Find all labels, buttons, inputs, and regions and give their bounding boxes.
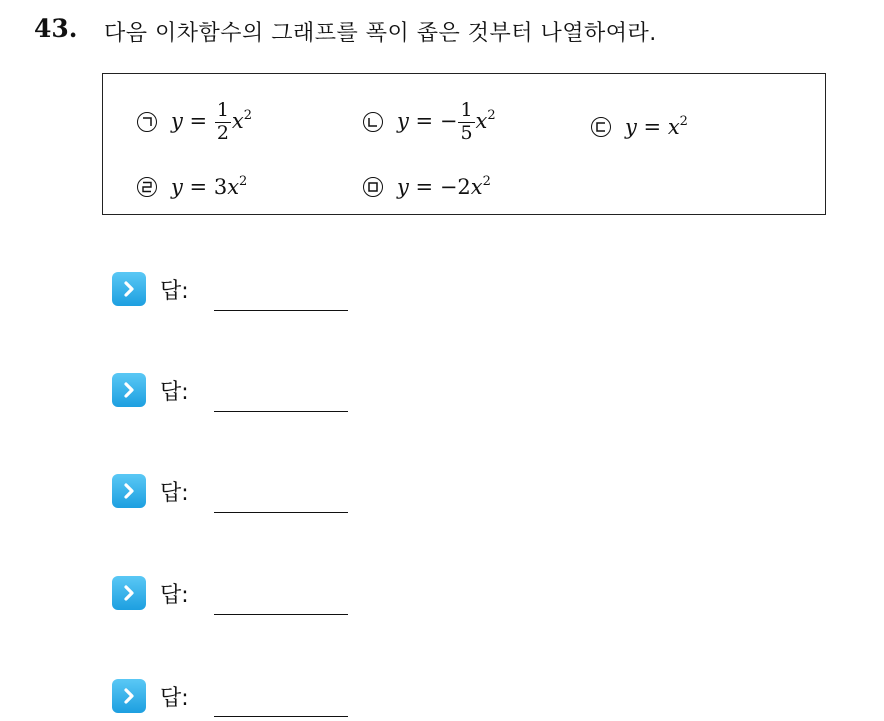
question-number: 43. (34, 14, 78, 43)
choice-5 (363, 174, 491, 199)
answer-label: 답: (160, 278, 189, 304)
choice-3-lhs: y (625, 115, 637, 139)
choice-2 (363, 100, 496, 145)
answer-row-3 (112, 474, 189, 508)
choice-5-exponent: 2 (482, 174, 491, 189)
chevron-right-icon (112, 474, 146, 508)
choice-2-var: x (475, 108, 488, 133)
choice-4 (137, 174, 247, 199)
chevron-right-icon (112, 272, 146, 306)
marker-nieun-icon (363, 112, 383, 132)
choice-5-equals: = (408, 175, 440, 199)
choice-4-lhs: y (171, 175, 183, 199)
answer-blank-4[interactable] (214, 614, 348, 615)
choice-2-sign: − (439, 108, 458, 133)
answer-blank-3[interactable] (214, 512, 348, 513)
question-text: 다음 이차함수의 그래프를 폭이 좁은 것부터 나열하여라. (104, 21, 657, 46)
choice-1-equals: = (182, 108, 214, 133)
choice-5-coefficient: −2 (439, 175, 471, 199)
choice-3 (591, 114, 688, 139)
marker-rieul-icon (137, 177, 157, 197)
choice-box (102, 73, 826, 215)
choice-3-exponent: 2 (679, 114, 688, 129)
answer-label: 답: (160, 685, 189, 711)
choice-2-equals: = (408, 108, 440, 133)
marker-mieum-icon (363, 177, 383, 197)
answer-row-2 (112, 373, 189, 407)
chevron-right-icon (112, 373, 146, 407)
choice-2-exponent: 2 (487, 107, 496, 123)
chevron-right-icon (112, 576, 146, 610)
choice-5-var: x (470, 175, 483, 199)
choice-1-denominator: 2 (216, 121, 229, 144)
marker-digeut-icon (591, 117, 611, 137)
answer-blank-2[interactable] (214, 411, 348, 412)
answer-blank-5[interactable] (214, 716, 348, 717)
choice-2-lhs: y (397, 108, 409, 133)
choice-3-var: x (667, 115, 680, 139)
answer-row-4 (112, 576, 189, 610)
choice-2-numerator: 1 (460, 99, 473, 121)
choice-1 (137, 100, 252, 145)
choice-4-exponent: 2 (239, 174, 248, 189)
chevron-right-icon (112, 679, 146, 713)
answer-row-5 (112, 679, 189, 713)
choice-4-equals: = (182, 175, 214, 199)
answer-label: 답: (160, 582, 189, 608)
choice-1-fraction (215, 100, 231, 145)
answer-blank-1[interactable] (214, 310, 348, 311)
choice-1-lhs: y (171, 108, 183, 133)
choice-1-exponent: 2 (243, 107, 253, 123)
choice-2-fraction (458, 100, 474, 145)
answer-row-1 (112, 272, 189, 306)
choice-2-denominator: 5 (460, 121, 473, 144)
choice-4-var: x (227, 175, 240, 199)
answer-label: 답: (160, 480, 189, 506)
choice-1-numerator: 1 (216, 99, 229, 121)
answer-label: 답: (160, 379, 189, 405)
choice-4-coefficient: 3 (213, 175, 228, 199)
choice-1-var: x (231, 108, 244, 133)
choice-5-lhs: y (397, 175, 409, 199)
marker-giyeok-icon (137, 112, 157, 132)
choice-3-equals: = (636, 115, 668, 139)
